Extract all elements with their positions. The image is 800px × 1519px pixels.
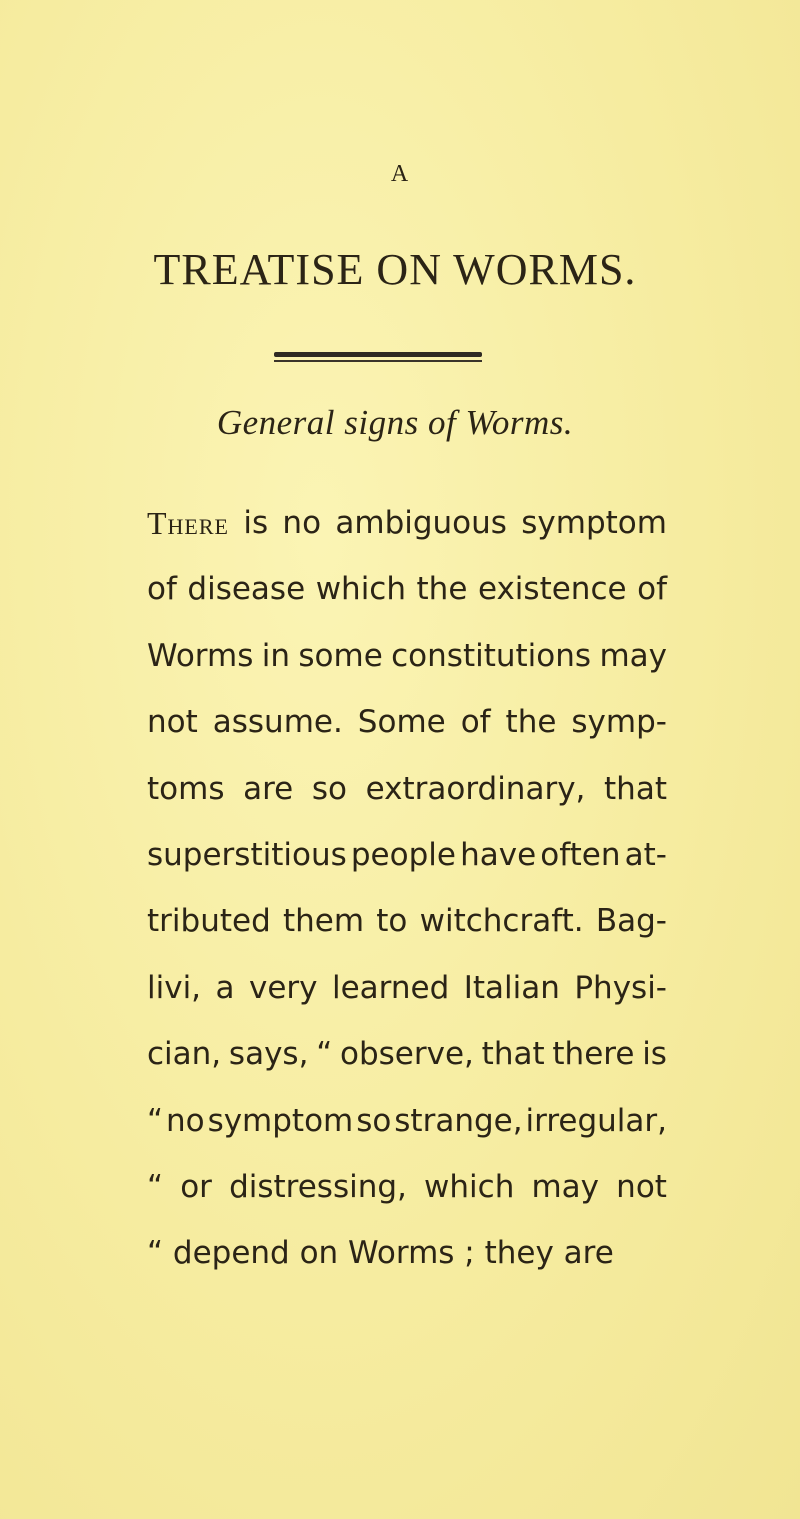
word: that — [604, 770, 667, 807]
word: livi, — [147, 969, 202, 1006]
text-line — [147, 955, 667, 1021]
word: of — [637, 571, 667, 608]
text-line — [147, 1021, 667, 1087]
word: symp- — [571, 704, 667, 741]
word: so — [311, 770, 347, 807]
section-heading: General signs of Worms. — [216, 403, 574, 442]
lead-word-smallcaps: There — [147, 505, 229, 541]
word: Bag- — [595, 903, 667, 940]
text-line — [147, 556, 667, 622]
title-divider-rule — [274, 352, 482, 362]
word: the — [416, 571, 468, 608]
divider-thin-line — [274, 360, 482, 362]
word: strange, — [394, 1102, 523, 1139]
word: so — [356, 1102, 392, 1139]
text-line — [147, 689, 667, 755]
word: the — [505, 704, 557, 741]
word: Worms — [147, 637, 254, 674]
word: is — [243, 505, 269, 541]
word: tributed — [147, 903, 271, 940]
word: distressing, — [229, 1168, 407, 1205]
first-line-wrap — [147, 490, 667, 556]
word: “ — [147, 1102, 164, 1139]
word: there — [552, 1036, 635, 1073]
word: no — [282, 505, 322, 541]
word: which — [424, 1168, 515, 1205]
word: in — [261, 637, 290, 674]
word: extraordinary, — [365, 770, 586, 807]
word: says, — [228, 1036, 309, 1073]
word: constitutions — [391, 637, 592, 674]
word: existence — [477, 571, 627, 608]
text-line — [147, 1088, 667, 1154]
text-line — [147, 822, 667, 888]
word: often — [540, 836, 621, 873]
word: is — [642, 1036, 667, 1073]
word: or — [180, 1168, 212, 1205]
word: which — [315, 571, 406, 608]
word: Physi- — [574, 969, 667, 1006]
divider-thick-line — [274, 352, 482, 357]
word: some — [298, 637, 383, 674]
word: have — [460, 836, 537, 873]
word: not — [616, 1168, 667, 1205]
text-line — [147, 1220, 667, 1286]
word: to — [376, 903, 408, 940]
word: cian, — [147, 1036, 222, 1073]
word: superstitious — [147, 836, 347, 873]
word: are — [243, 770, 294, 807]
body-paragraph — [147, 490, 667, 1287]
word: “ — [316, 1036, 333, 1073]
word: may — [599, 637, 667, 674]
word: a — [215, 969, 235, 1006]
word: people — [350, 836, 456, 873]
word: disease — [187, 571, 306, 608]
text-line-content: “ depend on Worms ; they are — [147, 1235, 614, 1272]
word: Italian — [463, 969, 560, 1006]
word: them — [282, 903, 365, 940]
word: of — [147, 571, 177, 608]
word: may — [531, 1168, 600, 1205]
word: “ — [147, 1168, 164, 1205]
text-line — [147, 623, 667, 689]
title-article: A — [390, 161, 410, 187]
word: not — [147, 704, 198, 741]
word: that — [481, 1036, 545, 1073]
text-line — [147, 888, 667, 954]
word: toms — [147, 770, 225, 807]
word: at- — [624, 836, 667, 873]
word: Some — [357, 704, 446, 741]
word: symptom — [521, 505, 667, 541]
word: symptom — [207, 1102, 354, 1139]
word: very — [248, 969, 318, 1006]
page-title: TREATISE ON WORMS. — [153, 245, 637, 294]
text-line — [147, 490, 667, 556]
word: irregular, — [525, 1102, 667, 1139]
word: witchcraft. — [419, 903, 584, 940]
word: ambiguous — [335, 505, 507, 541]
word: of — [460, 704, 491, 741]
text-line — [147, 1154, 667, 1220]
text-line — [147, 756, 667, 822]
word: learned — [331, 969, 450, 1006]
word: observe, — [340, 1036, 474, 1073]
word: assume. — [212, 704, 343, 741]
word: no — [166, 1102, 205, 1139]
